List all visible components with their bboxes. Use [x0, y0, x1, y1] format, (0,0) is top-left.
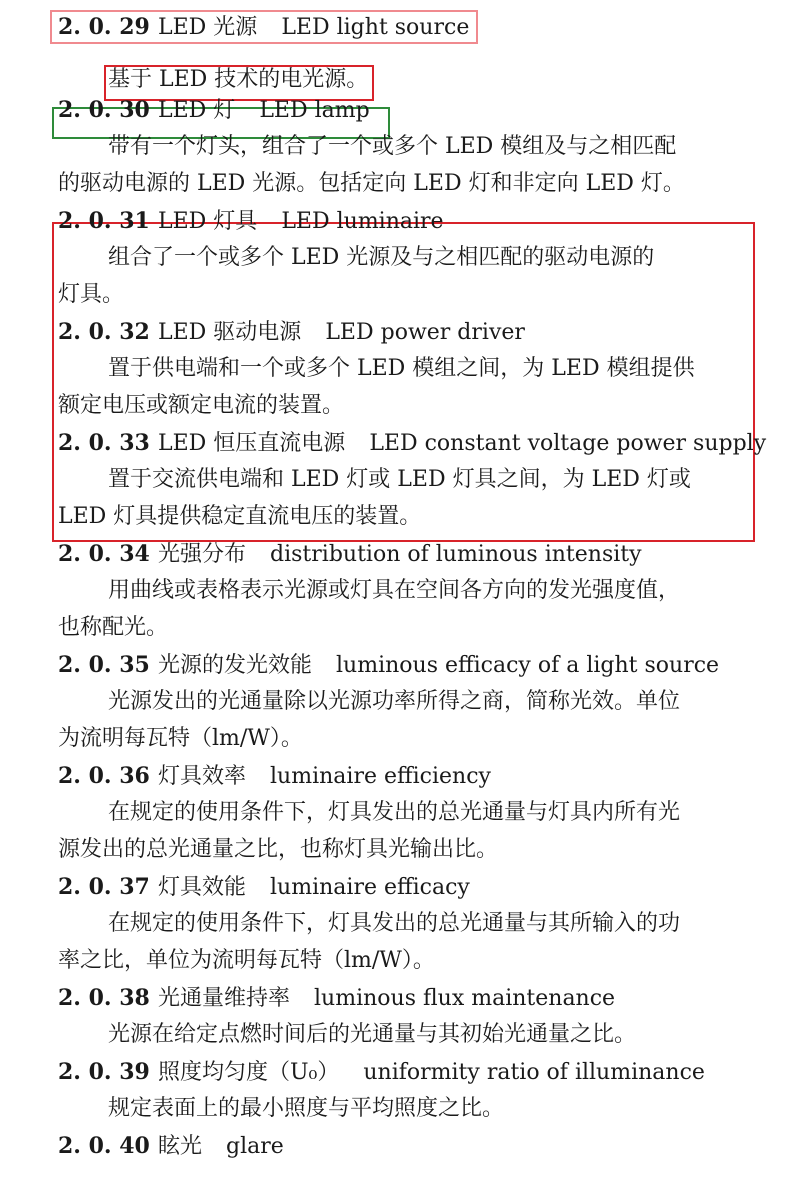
term-number: 2. 0. 29 [58, 14, 150, 40]
term-definition-line: 的驱动电源的 LED 光源。包括定向 LED 灯和非定向 LED 灯。 [58, 171, 685, 196]
term-heading [58, 761, 491, 791]
term-heading [58, 317, 525, 347]
term-definition-line: 光源发出的光通量除以光源功率所得之商，简称光效。单位 [108, 689, 681, 714]
term-chinese: 光强分布 [158, 542, 247, 567]
term-number: 2. 0. 36 [58, 763, 150, 789]
term-chinese: 光源的发光效能 [158, 653, 313, 678]
term-number: 2. 0. 39 [58, 1059, 150, 1085]
term-number: 2. 0. 33 [58, 430, 150, 456]
term-english: LED power driver [325, 320, 525, 345]
term-definition-line: LED 灯具提供稳定直流电压的装置。 [58, 504, 422, 529]
term-number: 2. 0. 32 [58, 319, 150, 345]
term-definition-line: 基于 LED 技术的电光源。 [108, 67, 369, 92]
term-definition-line: 光源在给定点燃时间后的光通量与其初始光通量之比。 [108, 1022, 637, 1047]
term-definition-line: 灯具。 [58, 282, 125, 307]
term-definition-line: 为流明每瓦特（lm/W）。 [58, 726, 303, 751]
term-definition-line: 组合了一个或多个 LED 光源及与之相匹配的驱动电源的 [108, 245, 655, 270]
term-heading [58, 650, 719, 680]
term-heading [58, 983, 615, 1013]
term-english: luminous flux maintenance [314, 986, 616, 1011]
term-definition-line: 用曲线或表格表示光源或灯具在空间各方向的发光强度值， [108, 578, 681, 603]
term-english: glare [226, 1134, 284, 1159]
term-definition-line: 置于交流供电端和 LED 灯或 LED 灯具之间，为 LED 灯或 [108, 467, 691, 492]
term-definition-line: 在规定的使用条件下，灯具发出的总光通量与其所输入的功 [108, 911, 681, 936]
term-heading [58, 872, 470, 902]
term-number: 2. 0. 40 [58, 1133, 150, 1159]
term-heading [58, 12, 469, 42]
term-english: LED constant voltage power supply [369, 431, 767, 456]
term-chinese: LED 灯 [158, 98, 236, 123]
term-number: 2. 0. 37 [58, 874, 150, 900]
term-definition-line: 带有一个灯头，组合了一个或多个 LED 模组及与之相匹配 [108, 134, 677, 159]
term-number: 2. 0. 35 [58, 652, 150, 678]
term-heading [58, 206, 444, 236]
term-english: luminaire efficiency [270, 764, 491, 789]
term-heading [58, 1131, 284, 1161]
term-number: 2. 0. 30 [58, 97, 150, 123]
term-definition-line: 源发出的总光通量之比，也称灯具光输出比。 [58, 837, 499, 862]
term-definition-line: 率之比，单位为流明每瓦特（lm/W）。 [58, 948, 435, 973]
term-chinese: 照度均匀度（U₀） [158, 1060, 340, 1085]
term-definition-line: 额定电压或额定电流的装置。 [58, 393, 345, 418]
term-number: 2. 0. 31 [58, 208, 150, 234]
term-chinese: LED 驱动电源 [158, 320, 302, 345]
term-english: LED luminaire [281, 209, 444, 234]
term-heading [58, 539, 642, 569]
term-english: LED light source [281, 15, 470, 40]
term-heading [58, 95, 370, 125]
term-chinese: LED 光源 [158, 15, 258, 40]
term-number: 2. 0. 38 [58, 985, 150, 1011]
term-heading [58, 428, 766, 458]
term-english: uniformity ratio of illuminance [363, 1060, 705, 1085]
term-english: LED lamp [259, 98, 370, 123]
term-english: luminaire efficacy [270, 875, 470, 900]
term-chinese: 灯具效能 [158, 875, 247, 900]
term-definition-line: 置于供电端和一个或多个 LED 模组之间，为 LED 模组提供 [108, 356, 695, 381]
term-chinese: LED 恒压直流电源 [158, 431, 346, 456]
term-english: luminous efficacy of a light source [336, 653, 720, 678]
term-chinese: 光通量维持率 [158, 986, 291, 1011]
term-definition-line: 在规定的使用条件下，灯具发出的总光通量与灯具内所有光 [108, 800, 681, 825]
term-definition-line: 也称配光。 [58, 615, 169, 640]
term-heading [58, 1057, 705, 1087]
term-number: 2. 0. 34 [58, 541, 150, 567]
term-chinese: 眩光 [158, 1134, 203, 1159]
term-chinese: 灯具效率 [158, 764, 247, 789]
term-english: distribution of luminous intensity [270, 542, 642, 567]
term-definition-line: 规定表面上的最小照度与平均照度之比。 [108, 1096, 505, 1121]
term-chinese: LED 灯具 [158, 209, 258, 234]
